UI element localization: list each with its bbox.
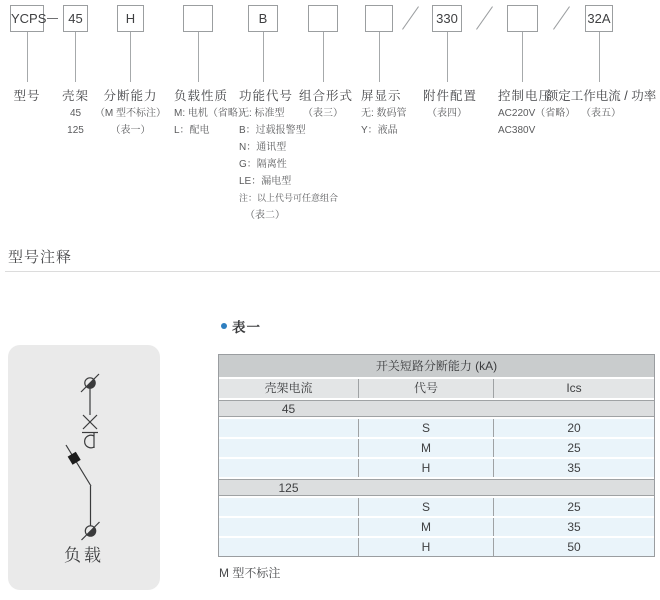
leader-line bbox=[27, 32, 28, 82]
label-screen-display: 屏显示 无: 数码管 Y：液晶 bbox=[361, 89, 407, 136]
bullet-icon bbox=[221, 323, 227, 329]
label-breaking-capacity: 分断能力 （M 型不标注） （表一） bbox=[94, 89, 167, 136]
col-header-frame-current: 壳架电流 bbox=[264, 381, 313, 395]
frame-group-row-125 bbox=[219, 477, 654, 496]
leader-line bbox=[447, 32, 448, 82]
label-load-nature: 负载性质 M: 电机（省略） L：配电 bbox=[174, 89, 248, 136]
table-one-label: 表一 bbox=[232, 320, 261, 335]
table-row bbox=[219, 417, 654, 437]
table-row bbox=[219, 457, 654, 477]
label-model: 型号 bbox=[13, 89, 41, 103]
slash-separator-1 bbox=[402, 6, 419, 30]
ics-cell: 25 bbox=[493, 498, 654, 516]
col-header-code: 代号 bbox=[358, 379, 493, 398]
table-title-row bbox=[219, 355, 654, 377]
leader-line bbox=[379, 32, 380, 82]
ics-cell: 35 bbox=[493, 518, 654, 536]
leader-line bbox=[130, 32, 131, 82]
label-function-code: 功能代号 无: 标准型 B：过载报警型 N：通讯型 G：隔离性 LE：漏电型 注：以上代号可任意组合 （表二） bbox=[239, 89, 339, 221]
code-cell: M bbox=[358, 439, 493, 457]
table-one-caption bbox=[221, 316, 261, 336]
frame-value: 45 bbox=[281, 402, 296, 416]
table-row bbox=[219, 496, 654, 516]
model-box-current: 32A bbox=[585, 5, 613, 32]
section-heading: 型号注释 bbox=[8, 249, 73, 266]
code-cell: M bbox=[358, 518, 493, 536]
load-caption: 负载 bbox=[64, 546, 104, 565]
table-row bbox=[219, 437, 654, 457]
model-box-frame: 45 bbox=[63, 5, 88, 32]
code-cell: S bbox=[358, 419, 493, 437]
label-control-voltage: 控制电压 AC220V（省略） AC380V bbox=[498, 89, 576, 136]
ics-cell: 25 bbox=[493, 439, 654, 457]
ics-cell: 35 bbox=[493, 459, 654, 477]
model-box-combination bbox=[308, 5, 338, 32]
leader-line bbox=[198, 32, 199, 82]
label-rated-current: 额定工作电流 / 功率 （表五） bbox=[545, 89, 657, 119]
label-combination-form: 组合形式 （表三） bbox=[299, 89, 354, 119]
col-header-ics: Ics bbox=[493, 379, 654, 398]
code-cell: H bbox=[358, 459, 493, 477]
model-box-function: B bbox=[248, 5, 278, 32]
label-frame: 壳架 45 125 bbox=[61, 89, 89, 136]
leader-line bbox=[263, 32, 264, 82]
table-title: 开关短路分断能力 (kA) bbox=[375, 359, 498, 373]
ics-cell: 50 bbox=[493, 538, 654, 556]
frame-value: 125 bbox=[278, 481, 299, 495]
model-box-display bbox=[365, 5, 393, 32]
leader-line bbox=[599, 32, 600, 82]
leader-line bbox=[75, 32, 76, 82]
code-cell: H bbox=[358, 538, 493, 556]
table-row bbox=[219, 536, 654, 556]
slash-separator-2 bbox=[476, 6, 493, 30]
model-box-load bbox=[183, 5, 213, 32]
model-box-voltage bbox=[507, 5, 538, 32]
frame-group-row-45 bbox=[219, 398, 654, 417]
table-footnote: M 型不标注 bbox=[219, 566, 281, 580]
leader-line bbox=[323, 32, 324, 82]
slash-separator-3 bbox=[553, 6, 570, 30]
load-diagram-panel bbox=[8, 345, 160, 590]
table-header-row bbox=[219, 377, 654, 398]
model-box-accessory: 330 bbox=[432, 5, 462, 32]
model-box-prefix: YCPS bbox=[10, 5, 44, 32]
section-divider bbox=[5, 271, 660, 272]
table-row bbox=[219, 516, 654, 536]
label-accessory-config: 附件配置 （表四） bbox=[423, 89, 478, 119]
ics-cell: 20 bbox=[493, 419, 654, 437]
code-cell: S bbox=[358, 498, 493, 516]
dash-separator bbox=[47, 18, 58, 19]
model-box-breaking: H bbox=[117, 5, 144, 32]
leader-line bbox=[522, 32, 523, 82]
breaking-capacity-table bbox=[218, 354, 655, 557]
